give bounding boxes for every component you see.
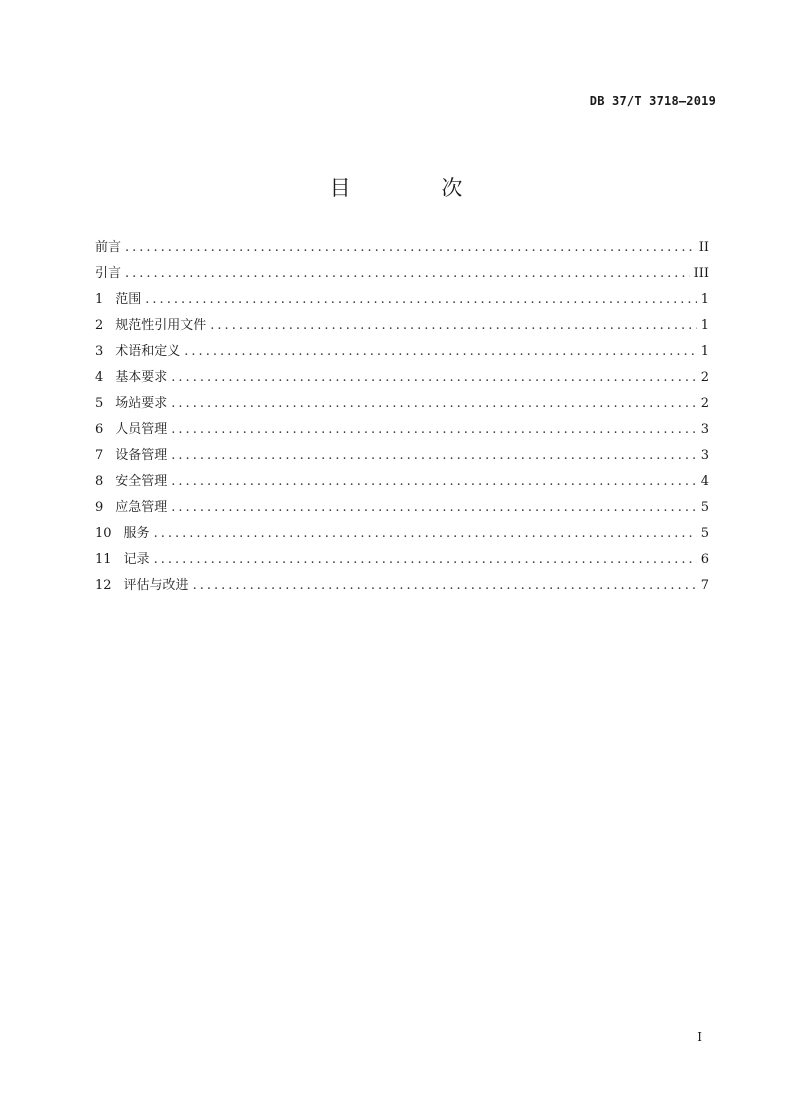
toc-entry-page: 2 bbox=[700, 396, 709, 411]
toc-entry-number: 3 bbox=[95, 344, 104, 359]
toc-leader-dots bbox=[125, 261, 690, 287]
toc-entry-emergency-management[interactable] bbox=[95, 495, 709, 521]
toc-entry-number: 12 bbox=[95, 578, 112, 593]
toc-entry-basic-requirements[interactable] bbox=[95, 365, 709, 391]
toc-leader-dots bbox=[171, 495, 696, 521]
toc-entry-label: 范围 bbox=[115, 292, 142, 307]
toc-entry-records[interactable] bbox=[95, 547, 709, 573]
toc-entry-number: 4 bbox=[95, 370, 104, 385]
toc-entry-equipment-management[interactable] bbox=[95, 443, 709, 469]
toc-leader-dots bbox=[184, 339, 696, 365]
toc-entry-label: 规范性引用文件 bbox=[115, 318, 207, 333]
toc-entry-label: 设备管理 bbox=[115, 448, 168, 463]
toc-entry-page: 6 bbox=[700, 552, 709, 567]
toc-leader-dots bbox=[154, 547, 697, 573]
toc-entry-label: 前言 bbox=[95, 240, 122, 255]
toc-entry-terms-definitions[interactable] bbox=[95, 339, 709, 365]
document-code: DB 37/T 3718—2019 bbox=[589, 94, 716, 108]
toc-entry-label: 基本要求 bbox=[115, 370, 168, 385]
toc-leader-dots bbox=[125, 235, 695, 261]
toc-entry-introduction[interactable] bbox=[95, 261, 709, 287]
toc-entry-page: 1 bbox=[700, 344, 709, 359]
toc-entry-label: 场站要求 bbox=[115, 396, 168, 411]
toc-entry-number: 7 bbox=[95, 448, 104, 463]
toc-entry-page: II bbox=[698, 240, 709, 255]
toc-entry-preface[interactable] bbox=[95, 235, 709, 261]
toc-entry-page: 3 bbox=[700, 448, 709, 463]
toc-entry-page: 5 bbox=[700, 526, 709, 541]
toc-entry-evaluation-improvement[interactable] bbox=[95, 573, 709, 599]
toc-leader-dots bbox=[154, 521, 697, 547]
toc-entry-page: III bbox=[693, 266, 709, 281]
toc-title: 目 次 bbox=[329, 176, 505, 200]
toc-leader-dots bbox=[171, 391, 696, 417]
toc-entry-personnel-management[interactable] bbox=[95, 417, 709, 443]
toc-entry-label: 安全管理 bbox=[115, 474, 168, 489]
toc-leader-dots bbox=[145, 287, 696, 313]
toc-entry-normative-references[interactable] bbox=[95, 313, 709, 339]
toc-entry-label: 术语和定义 bbox=[115, 344, 181, 359]
toc-entry-number: 2 bbox=[95, 318, 104, 333]
toc-leader-dots bbox=[171, 365, 696, 391]
toc-leader-dots bbox=[210, 313, 696, 339]
toc-list bbox=[95, 235, 709, 599]
toc-entry-label: 应急管理 bbox=[115, 500, 168, 515]
toc-entry-safety-management[interactable] bbox=[95, 469, 709, 495]
toc-entry-number: 1 bbox=[95, 292, 104, 307]
toc-entry-page: 7 bbox=[700, 578, 709, 593]
toc-leader-dots bbox=[193, 573, 697, 599]
toc-entry-number: 11 bbox=[95, 552, 112, 567]
toc-entry-label: 记录 bbox=[123, 552, 150, 567]
toc-leader-dots bbox=[171, 417, 696, 443]
page-number: I bbox=[697, 1030, 702, 1044]
toc-entry-number: 8 bbox=[95, 474, 104, 489]
toc-entry-number: 9 bbox=[95, 500, 104, 515]
toc-entry-page: 4 bbox=[700, 474, 709, 489]
toc-entry-label: 引言 bbox=[95, 266, 122, 281]
toc-entry-page: 5 bbox=[700, 500, 709, 515]
toc-entry-page: 1 bbox=[700, 318, 709, 333]
toc-leader-dots bbox=[171, 443, 696, 469]
toc-entry-station-requirements[interactable] bbox=[95, 391, 709, 417]
toc-leader-dots bbox=[171, 469, 696, 495]
toc-entry-page: 2 bbox=[700, 370, 709, 385]
toc-entry-label: 服务 bbox=[123, 526, 150, 541]
toc-entry-page: 3 bbox=[700, 422, 709, 437]
toc-entry-service[interactable] bbox=[95, 521, 709, 547]
toc-entry-number: 5 bbox=[95, 396, 104, 411]
toc-entry-page: 1 bbox=[700, 292, 709, 307]
toc-entry-number: 10 bbox=[95, 526, 112, 541]
toc-entry-label: 评估与改进 bbox=[123, 578, 189, 593]
toc-entry-label: 人员管理 bbox=[115, 422, 168, 437]
toc-entry-number: 6 bbox=[95, 422, 104, 437]
toc-entry-scope[interactable] bbox=[95, 287, 709, 313]
